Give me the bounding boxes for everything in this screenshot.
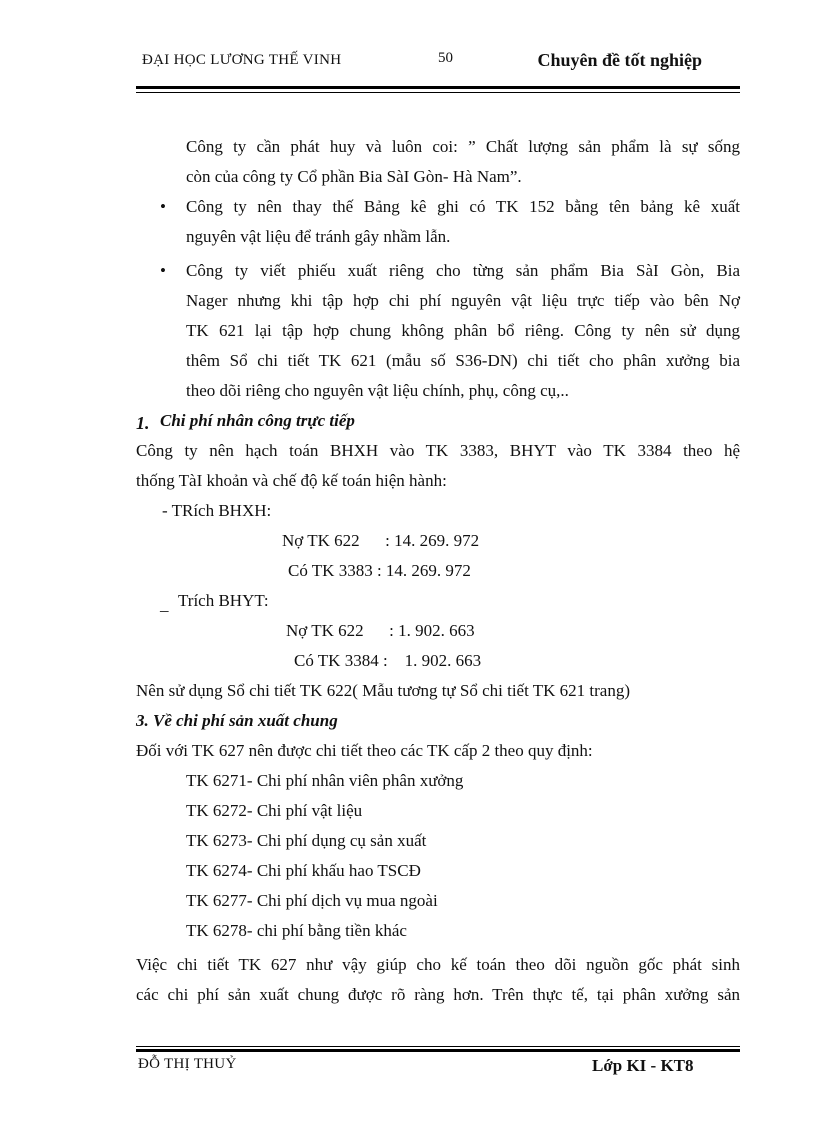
bhyt-credit-entry: Có TK 3384 : 1. 902. 663: [294, 651, 482, 670]
header-page-number: 50: [438, 50, 453, 66]
bhyt-label: Trích BHYT:: [178, 591, 269, 610]
header-school-name: ĐẠI HỌC LƯƠNG THẾ VINH: [142, 52, 342, 68]
bullet-line: TK 621 lại tập hợp chung không phân bổ riêng. Công ty nên sử dụng: [186, 321, 740, 340]
bullet-line: Công ty nên thay thế Bảng kê ghi có TK 152 bằng tên bảng kê xuất: [186, 197, 740, 216]
paragraph-line: còn của công ty Cổ phần Bia SàI Gòn- Hà Nam”.: [186, 167, 522, 186]
paragraph-line: các chi phí sản xuất chung được rõ ràng hơn. Trên thực tế, tại phân xưởng sản: [136, 985, 740, 1004]
account-list-item: TK 6271- Chi phí nhân viên phân xưởng: [186, 771, 464, 790]
header-rule-thin: [136, 92, 740, 93]
account-list-item: TK 6278- chi phí bằng tiền khác: [186, 921, 407, 940]
bullet-line: thêm Sổ chi tiết TK 621 (mẫu số S36-DN) chi tiết cho phân xưởng bia: [186, 351, 740, 370]
bullet-line: nguyên vật liệu để tránh gây nhầm lẫn.: [186, 227, 451, 246]
account-list-item: TK 6273- Chi phí dụng cụ sản xuất: [186, 831, 427, 850]
bhxh-debit-entry: Nợ TK 622 : 14. 269. 972: [282, 531, 480, 550]
bhyt-debit-entry: Nợ TK 622 : 1. 902. 663: [286, 621, 475, 640]
paragraph-line: Nên sử dụng Sổ chi tiết TK 622( Mẫu tương tự Sổ chi tiết TK 621 trang): [136, 681, 631, 700]
bullet-dot: •: [160, 261, 166, 280]
section-number: 1.: [136, 413, 150, 433]
paragraph-line: Công ty cần phát huy và luôn coi: ” Chất lượng sản phẩm là sự sống: [186, 137, 740, 156]
bullet-line: Nager nhưng khi tập hợp chi phí nguyên vật liệu trực tiếp vào bên Nợ: [186, 291, 740, 310]
bhxh-label: - TRích BHXH:: [162, 501, 272, 520]
bhyt-dash: _: [160, 595, 169, 614]
paragraph-line: Đối với TK 627 nên được chi tiết theo các TK cấp 2 theo quy định:: [136, 741, 593, 760]
paragraph-line: Công ty nên hạch toán BHXH vào TK 3383, BHYT vào TK 3384 theo hệ: [136, 441, 740, 460]
footer-class: Lớp KI - KT8: [592, 1056, 694, 1075]
bullet-line: theo dõi riêng cho nguyên vật liệu chính, phụ, công cụ,..: [186, 381, 569, 400]
account-list-item: TK 6272- Chi phí vật liệu: [186, 801, 363, 820]
footer-rule-thin: [136, 1046, 740, 1047]
section-heading: 3. Về chi phí sản xuất chung: [136, 711, 338, 730]
footer-author: ĐỖ THỊ THUỶ: [138, 1056, 237, 1072]
section-heading: Chi phí nhân công trực tiếp: [160, 411, 355, 430]
bhxh-credit-entry: Có TK 3383 : 14. 269. 972: [288, 561, 471, 580]
header-rule-thick: [136, 86, 740, 89]
page-header: [136, 48, 740, 78]
account-list-item: TK 6277- Chi phí dịch vụ mua ngoài: [186, 891, 438, 910]
footer-rule-thick: [136, 1049, 740, 1052]
bullet-dot: •: [160, 197, 166, 216]
paragraph-line: Việc chi tiết TK 627 như vậy giúp cho kế toán theo dõi nguồn gốc phát sinh: [136, 955, 740, 974]
paragraph-line: thống TàI khoản và chế độ kế toán hiện hành:: [136, 471, 447, 490]
account-list-item: TK 6274- Chi phí khấu hao TSCĐ: [186, 861, 421, 880]
header-document-title: Chuyên đề tốt nghiệp: [537, 50, 702, 70]
bullet-line: Công ty viết phiếu xuất riêng cho từng sản phẩm Bia SàI Gòn, Bia: [186, 261, 740, 280]
